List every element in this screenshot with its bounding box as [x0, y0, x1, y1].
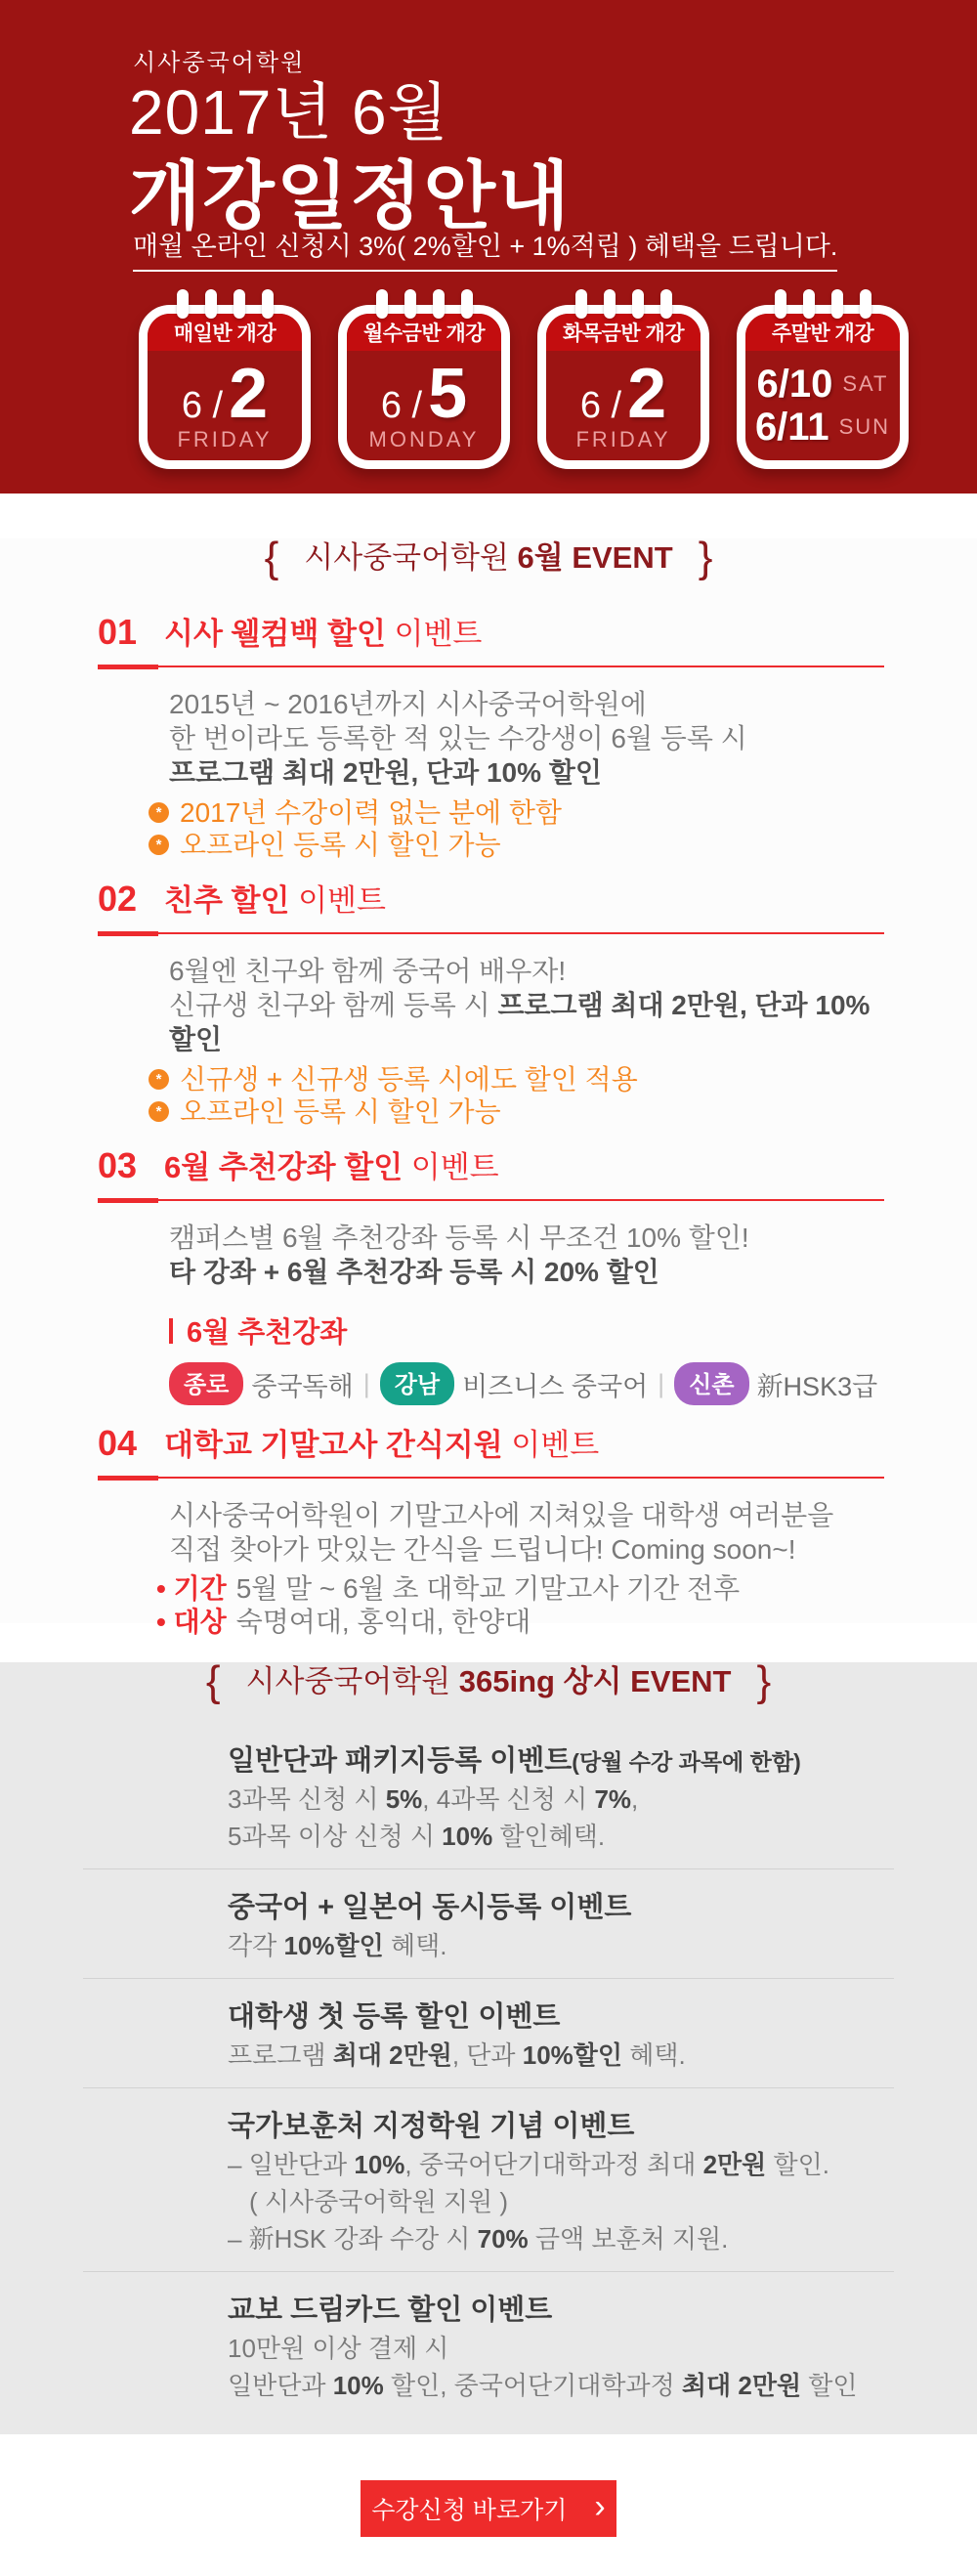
campus-badge-sinchon: 신촌 — [674, 1362, 748, 1405]
header-bold: 6월 EVENT — [517, 540, 673, 575]
item-line: 5과목 이상 신청 시 10% 할인혜택. — [228, 1822, 606, 1851]
detail-item — [156, 1572, 884, 1606]
hero-section — [0, 0, 977, 494]
section-heading — [98, 1142, 884, 1201]
section-title-normal: 이벤트 — [502, 1428, 600, 1462]
note-item — [149, 1063, 884, 1095]
brand-text: 시사중국어학원 — [133, 50, 306, 76]
item-line: 일반단과 10% 할인, 중국어단기대학과정 최대 2만원 할인 — [228, 2371, 858, 2400]
asterisk-bullet-icon: * — [149, 1069, 169, 1090]
binder-ring-icon — [234, 289, 245, 319]
detail-text: 숙명여대, 홍익대, 한양대 — [235, 1607, 531, 1637]
detail-item — [156, 1606, 884, 1639]
recommended-courses-label — [169, 1310, 884, 1351]
section-title-bold: 친추 할인 — [164, 883, 290, 918]
recommended-label-text: 6월 추천강좌 — [187, 1317, 348, 1349]
promo-subtitle: 매월 온라인 신청시 3%( 2%할인 + 1%적립 ) 혜택을 드립니다. — [133, 225, 837, 272]
calendar-weekday: FRIDAY — [575, 427, 671, 452]
section-title-normal: 이벤트 — [385, 617, 483, 651]
bullet-icon: • — [156, 1573, 166, 1604]
always-events-header — [0, 1657, 977, 1705]
june-events-section — [0, 534, 977, 1637]
section-heading — [98, 1420, 884, 1479]
asterisk-bullet-icon: * — [149, 835, 169, 855]
calendar-card-mwf — [338, 305, 510, 469]
calendar-card-tthf — [537, 305, 709, 469]
binder-ring-icon — [262, 289, 274, 319]
note-text: 오프라인 등록 시 할인 가능 — [180, 830, 501, 860]
always-events-section — [0, 1657, 977, 2434]
body-line: 2015년 ~ 2016년까지 시사중국어학원에 — [169, 689, 647, 719]
section-title-bold: 6월 추천강좌 할인 — [164, 1150, 404, 1184]
section-body — [169, 1221, 884, 1289]
binder-rings — [745, 289, 900, 319]
page-title-line1: 2017년 6월 — [129, 77, 449, 148]
note-text: 신규생 + 신규생 등록 시에도 할인 적용 — [180, 1064, 638, 1095]
binder-rings — [546, 289, 701, 319]
detail-label-text: 대상 — [173, 1607, 227, 1637]
event-section-04 — [98, 1420, 884, 1639]
item-title: 중국어 + 일본어 동시등록 이벤트 — [228, 1892, 632, 1923]
brace-right: } — [698, 534, 713, 581]
item-title: 교보 드림카드 할인 이벤트 — [228, 2295, 553, 2326]
body-line: 프로그램 최대 2만원, 단과 10% 할인 — [169, 757, 602, 788]
section-number: 04 — [98, 1423, 138, 1463]
separator: | — [362, 1368, 370, 1398]
calendar-month: 6 / — [380, 385, 423, 426]
campus-badge-jongno: 종로 — [169, 1362, 243, 1405]
section-heading — [98, 609, 884, 667]
cta-label: 수강신청 바로가기 — [371, 2497, 568, 2524]
calendar-day: 6/10 — [756, 363, 833, 406]
calendar-month: 6 / — [181, 385, 224, 426]
calendar-weekday: SAT — [842, 370, 889, 396]
calendar-weekday: FRIDAY — [177, 427, 273, 452]
calendar-date — [148, 355, 302, 433]
calendar-class-label: 월수금반 개강 — [347, 314, 501, 351]
section-heading — [98, 876, 884, 934]
note-item — [149, 796, 884, 829]
calendar-class-label: 매일반 개강 — [148, 314, 302, 351]
section-number: 01 — [98, 612, 138, 652]
calendar-day: 2 — [229, 355, 269, 433]
calendar-day: 5 — [428, 355, 468, 433]
item-line: – 新HSK 강좌 수강 시 70% 금액 보훈처 지원. — [228, 2224, 729, 2254]
section-details — [156, 1572, 884, 1639]
binder-ring-icon — [604, 289, 616, 319]
section-title-bold: 시사 웰컴백 할인 — [164, 617, 386, 651]
brace-left: { — [205, 1657, 221, 1705]
binder-ring-icon — [404, 289, 416, 319]
section-body — [169, 954, 884, 1056]
header-normal: 시사중국어학원 — [304, 540, 518, 575]
section-number: 02 — [98, 879, 138, 919]
course-name: 비즈니스 중국어 — [462, 1371, 649, 1401]
calendar-date — [546, 355, 701, 433]
list-item-dual-language — [83, 1868, 894, 1978]
section-title-normal: 이벤트 — [403, 1150, 499, 1184]
body-line: 6월엔 친구와 함께 중국어 배우자! — [169, 956, 567, 986]
list-item-college-first — [83, 1978, 894, 2087]
list-item-kyobo-card — [83, 2271, 894, 2418]
binder-ring-icon — [775, 289, 786, 319]
page-title-line2: 개강일정안내 — [129, 155, 572, 238]
course-name: 新HSK3급 — [756, 1371, 878, 1401]
item-line: 3과목 신청 시 5%, 4과목 신청 시 7%, — [228, 1784, 639, 1814]
item-title — [228, 1739, 894, 1779]
binder-ring-icon — [433, 289, 445, 319]
calendar-weekday: MONDAY — [368, 427, 480, 452]
note-item — [149, 1095, 884, 1128]
event-section-03 — [98, 1142, 884, 1405]
detail-label — [156, 1607, 227, 1637]
calendar-weekend-dates — [745, 351, 900, 449]
binder-ring-icon — [831, 289, 843, 319]
calendar-class-label: 주말반 개강 — [745, 314, 900, 351]
detail-label-text: 기간 — [173, 1573, 227, 1604]
body-line: 한 번이라도 등록한 적 있는 수강생이 6월 등록 시 — [169, 723, 747, 753]
separator: | — [658, 1368, 665, 1398]
brace-left: { — [264, 534, 279, 581]
register-cta-button[interactable] — [361, 2480, 616, 2537]
body-line: 직접 찾아가 맛있는 간식을 드립니다! Coming soon~! — [169, 1534, 796, 1565]
item-title: 국가보훈처 지정학원 기념 이벤트 — [228, 2111, 635, 2142]
chevron-right-icon: › — [594, 2488, 606, 2525]
note-text: 오프라인 등록 시 할인 가능 — [180, 1096, 501, 1127]
note-text: 2017년 수강이력 없는 분에 한함 — [180, 797, 562, 828]
binder-rings — [148, 289, 302, 319]
binder-ring-icon — [205, 289, 217, 319]
campus-badge-gangnam: 강남 — [380, 1362, 454, 1405]
asterisk-bullet-icon: * — [149, 802, 169, 823]
event-section-02 — [98, 876, 884, 1128]
calendar-card-weekend — [737, 305, 909, 469]
footer-section — [0, 2434, 977, 2576]
section-notes — [149, 796, 884, 861]
binder-ring-icon — [660, 289, 672, 319]
body-line: 캠퍼스별 6월 추천강좌 등록 시 무조건 10% 할인! — [169, 1223, 749, 1253]
item-title-text: 일반단과 패키지등록 이벤트 — [228, 1745, 573, 1777]
binder-rings — [347, 289, 501, 319]
detail-label — [156, 1573, 227, 1604]
binder-ring-icon — [632, 289, 644, 319]
course-name: 중국독해 — [251, 1371, 354, 1401]
binder-ring-icon — [803, 289, 815, 319]
binder-ring-icon — [376, 289, 388, 319]
calendar-weekday: SUN — [838, 413, 891, 439]
section-title — [164, 1420, 599, 1464]
calendar-month: 6 / — [579, 385, 622, 426]
binder-ring-icon — [461, 289, 473, 319]
item-title-suffix: (당월 수강 과목에 한함) — [572, 1749, 801, 1775]
june-events-header — [0, 534, 977, 581]
note-item — [149, 829, 884, 861]
section-number: 03 — [98, 1145, 138, 1185]
course-list — [169, 1362, 884, 1405]
calendar-row — [139, 289, 909, 469]
item-line: 10만원 이상 결제 시 — [228, 2334, 449, 2363]
section-body — [169, 687, 884, 790]
item-line: 프로그램 최대 2만원, 단과 10%할인 혜택. — [228, 2040, 686, 2070]
header-normal: 시사중국어학원 — [245, 1664, 459, 1698]
section-body — [169, 1498, 884, 1567]
bullet-icon: • — [156, 1607, 166, 1637]
list-item-veterans — [83, 2087, 894, 2271]
body-line: 신규생 친구와 함께 등록 시 프로그램 최대 2만원, 단과 10% 할인 — [169, 990, 871, 1054]
header-bold: 365ing 상시 EVENT — [458, 1664, 732, 1698]
binder-ring-icon — [575, 289, 587, 319]
list-item-package — [83, 1723, 894, 1868]
red-bar-icon — [169, 1318, 173, 1344]
calendar-day: 2 — [627, 355, 667, 433]
brace-right: } — [756, 1657, 772, 1705]
section-title-normal: 이벤트 — [289, 883, 386, 918]
binder-ring-icon — [177, 289, 189, 319]
body-line: 시사중국어학원이 기말고사에 지쳐있을 대학생 여러분을 — [169, 1500, 834, 1530]
body-line: 타 강좌 + 6월 추천강좌 등록 시 20% 할인 — [169, 1257, 659, 1287]
calendar-date — [745, 363, 900, 406]
calendar-date — [745, 406, 900, 449]
binder-ring-icon — [860, 289, 871, 319]
asterisk-bullet-icon: * — [149, 1101, 169, 1122]
section-notes — [149, 1063, 884, 1128]
item-line: ( 시사중국어학원 지원 ) — [249, 2187, 509, 2216]
always-events-list — [83, 1723, 894, 2418]
section-title — [164, 1142, 499, 1186]
calendar-card-daily — [139, 305, 311, 469]
recommended-courses — [169, 1310, 884, 1405]
calendar-date — [347, 355, 501, 433]
section-title — [164, 876, 386, 920]
event-section-01 — [98, 609, 884, 861]
section-title — [164, 609, 482, 653]
item-title: 대학생 첫 등록 할인 이벤트 — [228, 2001, 561, 2033]
item-line: – 일반단과 10%, 중국어단기대학과정 최대 2만원 할인. — [228, 2150, 829, 2179]
detail-text: 5월 말 ~ 6월 초 대학교 기말고사 기간 전후 — [235, 1573, 741, 1604]
calendar-day: 6/11 — [754, 406, 829, 449]
item-line: 각각 10%할인 혜택. — [228, 1931, 447, 1960]
calendar-class-label: 화목금반 개강 — [546, 314, 701, 351]
section-title-bold: 대학교 기말고사 간식지원 — [164, 1428, 503, 1462]
